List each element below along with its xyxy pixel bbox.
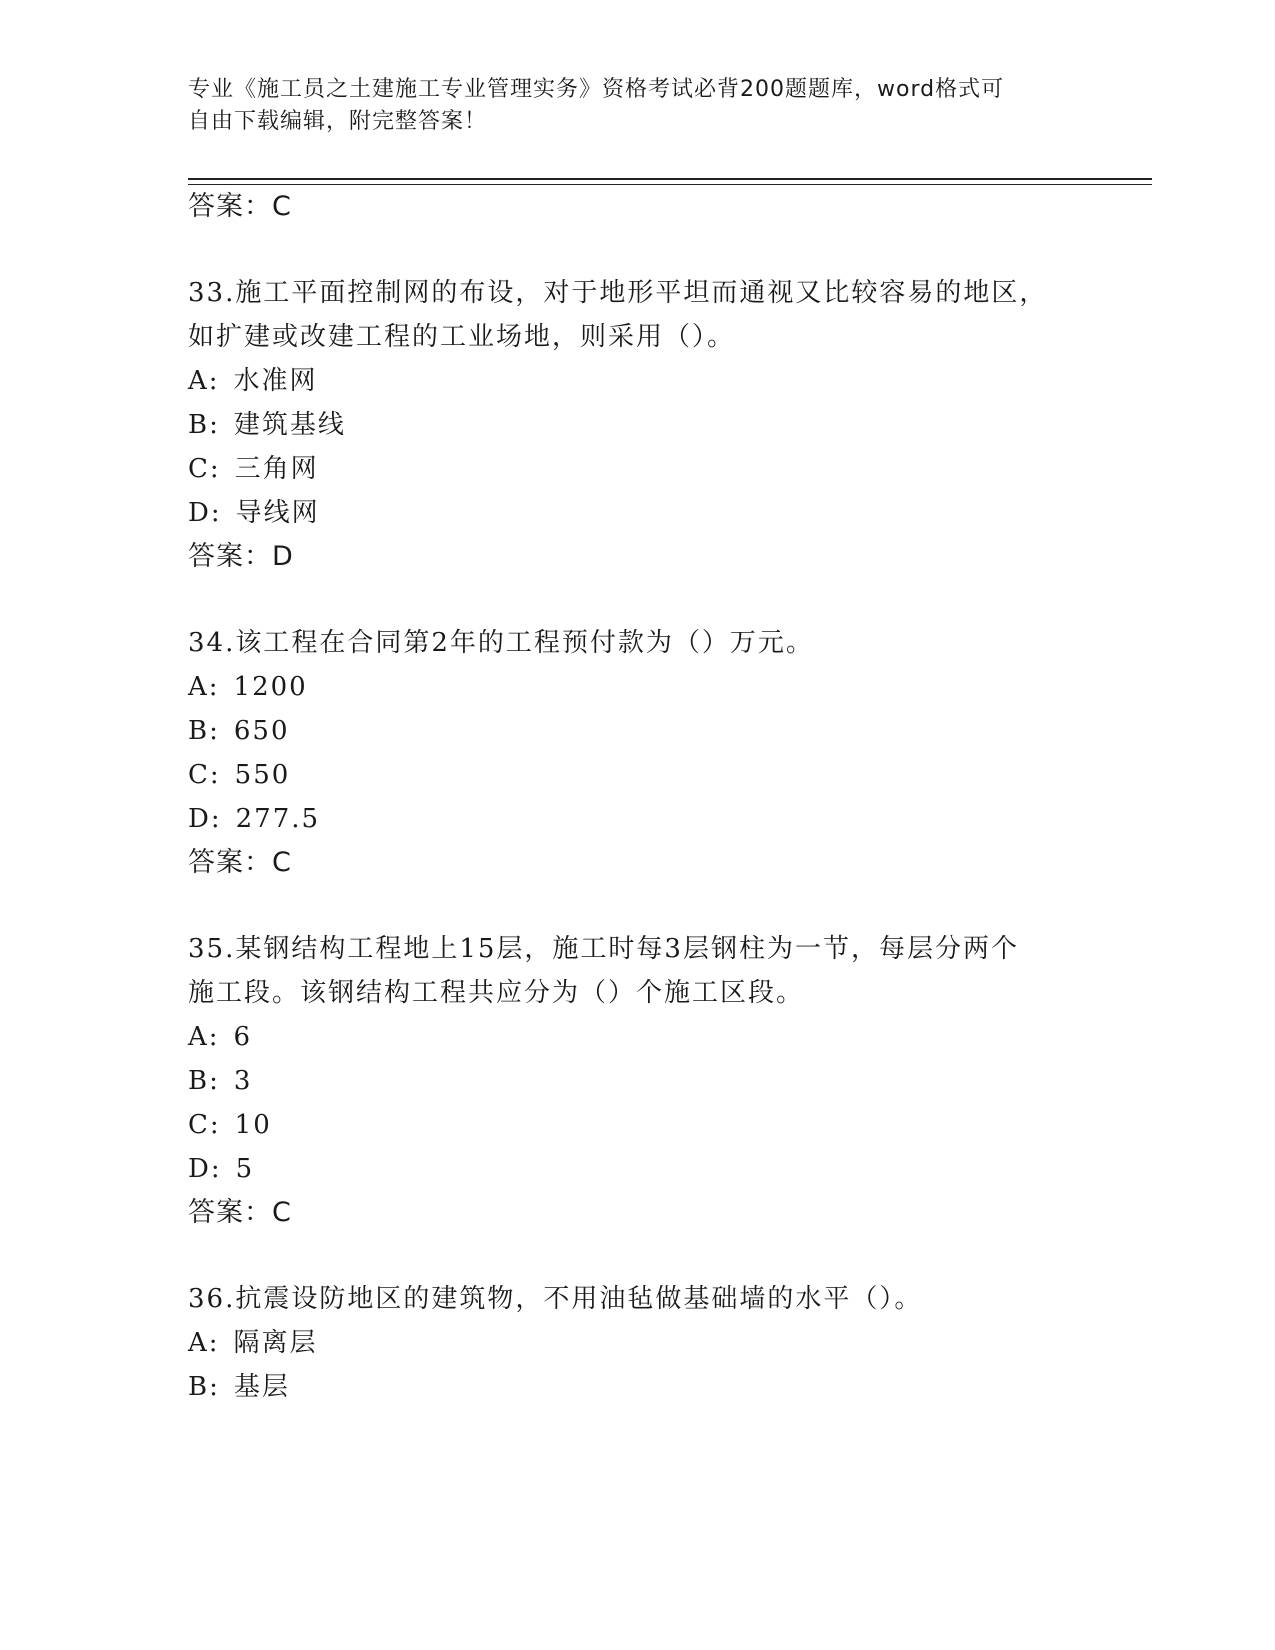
option-separator: : (209, 716, 220, 746)
header-divider-thin (188, 184, 1152, 185)
option-separator: : (209, 1372, 220, 1402)
option-text: 277.5 (235, 804, 321, 834)
q35-text-line-1: 35.某钢结构工程地上15层，施工时每3层钢柱为一节，每层分两个 (188, 934, 1019, 964)
answer-q32: 答案：C (188, 191, 292, 222)
option-text: 6 (233, 1022, 253, 1052)
header-line-1: 专业《施工员之土建施工专业管理实务》资格考试必背200题题库，word格式可 (188, 77, 1005, 102)
option-key: C (188, 760, 210, 790)
q33-option-d (188, 496, 320, 530)
option-separator: : (210, 1154, 222, 1184)
option-key: A (188, 1022, 209, 1052)
q33-option-a (188, 364, 318, 398)
option-text: 1200 (233, 672, 308, 702)
option-text: 550 (234, 760, 291, 790)
option-text: 隔离层 (233, 1328, 318, 1358)
option-separator: : (209, 410, 220, 440)
option-key: B (188, 1372, 210, 1402)
option-key: A (188, 672, 209, 702)
option-separator: : (208, 672, 220, 702)
q35-answer: 答案：C (188, 1197, 292, 1228)
option-separator: : (208, 1328, 220, 1358)
q34-option-a (188, 670, 308, 704)
q35-text-line-2: 施工段。该钢结构工程共应分为（）个施工区段。 (188, 978, 805, 1008)
header-divider-thick (188, 178, 1152, 180)
q34-option-b (188, 714, 290, 748)
option-text: 650 (233, 716, 290, 746)
q35-option-a (188, 1020, 252, 1054)
q33-answer: 答案：D (188, 541, 294, 572)
option-key: C (188, 454, 210, 484)
q34-answer: 答案：C (188, 847, 292, 878)
q34-text-line-1: 34.该工程在合同第2年的工程预付款为（）万元。 (188, 628, 814, 658)
option-text: 水准网 (233, 366, 318, 396)
option-key: C (188, 1110, 210, 1140)
option-key: B (188, 1066, 210, 1096)
q36-option-a (188, 1326, 318, 1360)
option-text: 三角网 (234, 454, 319, 484)
q33-text-line-1: 33.施工平面控制网的布设，对于地形平坦而通视又比较容易的地区， (188, 278, 1048, 308)
option-key: D (188, 498, 211, 528)
option-key: B (188, 410, 210, 440)
option-text: 基层 (233, 1372, 290, 1402)
q35-option-d (188, 1152, 254, 1186)
option-text: 3 (233, 1066, 253, 1096)
document-header (188, 74, 1068, 138)
option-separator: : (209, 760, 221, 790)
option-key: A (188, 1328, 209, 1358)
option-separator: : (209, 454, 221, 484)
option-text: 导线网 (235, 498, 320, 528)
option-separator: : (210, 498, 222, 528)
header-line-2: 自由下载编辑，附完整答案！ (188, 109, 488, 134)
option-key: B (188, 716, 210, 746)
q33-option-b (188, 408, 346, 442)
q35-option-c (188, 1108, 272, 1142)
option-key: D (188, 804, 211, 834)
q36-text-line-1: 36.抗震设防地区的建筑物，不用油毡做基础墙的水平（）。 (188, 1284, 923, 1314)
q34-option-d (188, 802, 320, 836)
q34-option-c (188, 758, 290, 792)
q33-option-c (188, 452, 319, 486)
q35-option-b (188, 1064, 252, 1098)
option-separator: : (208, 1022, 220, 1052)
q33-text-line-2: 如扩建或改建工程的工业场地，则采用（）。 (188, 322, 736, 352)
option-text: 5 (235, 1154, 255, 1184)
option-separator: : (208, 366, 220, 396)
option-text: 10 (234, 1110, 272, 1140)
option-separator: : (209, 1066, 220, 1096)
option-key: D (188, 1154, 211, 1184)
option-separator: : (210, 804, 222, 834)
option-text: 建筑基线 (233, 410, 346, 440)
option-key: A (188, 366, 209, 396)
q36-option-b (188, 1370, 290, 1404)
option-separator: : (209, 1110, 221, 1140)
